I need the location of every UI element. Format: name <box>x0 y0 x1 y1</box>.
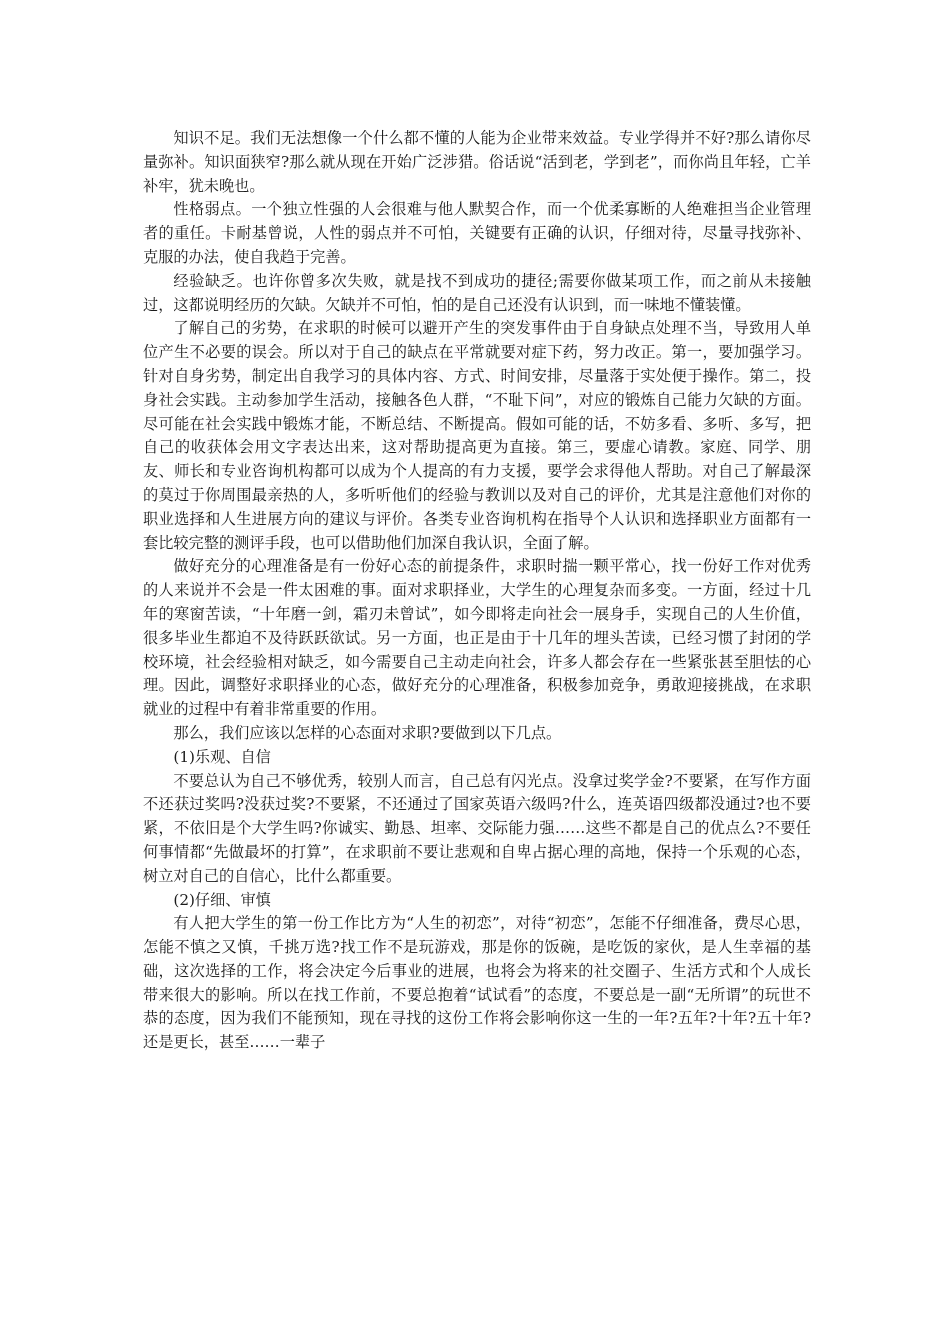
paragraph-weakness: 了解自己的劣势，在求职的时候可以避开产生的突发事件由于自身缺点处理不当，导致用人单位产生不必要的误会。所以对于自己的缺点在平常就要对症下药，努力改正。第一，要加强学习。针对自身劣势，制定出自我学习的具体内容、方式、时间安排，尽量落于实处便于操作。第二，投身社会实践。主动参加学生活动，接触各色人群，“不耻下问”，对应的锻炼自己能力欠缺的方面。尽可能在社会实践中锻炼才能，不断总结、不断提高。假如可能的话，不妨多看、多听、多写，把自己的收获体会用文字表达出来，这对帮助提高更为直接。第三，要虚心请教。家庭、同学、朋友、师长和专业咨询机构都可以成为个人提高的有力支援，要学会求得他人帮助。对自己了解最深的莫过于你周围最亲热的人，多听听他们的经验与教训以及对自己的评价，尤其是注意他们对你的职业选择和人生进展方向的建议与评价。各类专业咨询机构在指导个人认识和选择职业方面都有一套比较完整的测评手段，也可以借助他们加深自我认识，全面了解。 <box>143 319 811 552</box>
paragraph-careful: 有人把大学生的第一份工作比方为“人生的初恋”，对待“初恋”，怎能不仔细准备，费尽心思，怎能不慎之又慎，千挑万选?找工作不是玩游戏，那是你的饭碗，是吃饭的家伙，是人生幸福的基础，这次选择的工作，将会决定今后事业的进展，也将会为将来的社交圈子、生活方式和个人成长带来很大的影响。所以在找工作前，不要总抱着“试试看”的态度，不要总是一副“无所谓”的玩世不恭的态度，因为我们不能预知，现在寻找的这份工作将会影响你这一生的一年?五年?十年?五十年?还是更长，甚至……一辈子 <box>143 914 811 1052</box>
paragraph-experience: 经验缺乏。也许你曾多次失败，就是找不到成功的捷径;需要你做某项工作，而之前从未接触过，这都说明经历的欠缺。欠缺并不可怕，怕的是自己还没有认识到，而一味地不懂装懂。 <box>143 271 811 314</box>
paragraph-question: 那么，我们应该以怎样的心态面对求职?要做到以下几点。 <box>173 723 562 742</box>
body-text <box>143 127 811 1055</box>
paragraph-knowledge: 知识不足。我们无法想像一个什么都不懂的人能为企业带来效益。专业学得并不好?那么请你尽量弥补。知识面狭窄?那么就从现在开始广泛涉猎。俗话说“活到老，学到老”，而你尚且年轻，亡羊补牢，犹未晚也。 <box>143 129 811 195</box>
paragraph-optimism: 不要总认为自己不够优秀，较别人而言，自己总有闪光点。没拿过奖学金?不要紧，在写作方面不还获过奖吗?没获过奖?不要紧，不还通过了国家英语六级吗?什么，连英语四级都没通过?也不要紧，不依旧是个大学生吗?你诚实、勤恳、坦率、交际能力强……这些不都是自己的优点么?不要任何事情都“先做最坏的打算”，在求职前不要让悲观和自卑占据心理的高地，保持一个乐观的心态，树立对自己的自信心，比什么都重要。 <box>143 771 811 885</box>
heading-optimism: (1)乐观、自信 <box>173 747 271 766</box>
paragraph-personality: 性格弱点。一个独立性强的人会很难与他人默契合作，而一个优柔寡断的人绝难担当企业管理者的重任。卡耐基曾说，人性的弱点并不可怕，关键要有正确的认识，仔细对待，尽量寻找弥补、克服的办法，使自我趋于完善。 <box>143 200 811 266</box>
paragraph-mindset: 做好充分的心理准备是有一份好心态的前提条件，求职时揣一颗平常心，找一份好工作对优秀的人来说并不会是一件太困难的事。面对求职择业，大学生的心理复杂而多变。一方面，经过十几年的寒窗苦读，“十年磨一剑，霜刃未曾试”，如今即将走向社会一展身手，实现自己的人生价值，很多毕业生都迫不及待跃跃欲试。另一方面，也正是由于十几年的埋头苦读，已经习惯了封闭的学校环境，社会经验相对缺乏，如今需要自己主动走向社会，许多人都会存在一些紧张甚至胆怯的心理。因此，调整好求职择业的心态，做好充分的心理准备，积极参加竞争，勇敢迎接挑战，在求职就业的过程中有着非常重要的作用。 <box>143 557 811 719</box>
heading-careful: (2)仔细、审慎 <box>173 890 271 909</box>
